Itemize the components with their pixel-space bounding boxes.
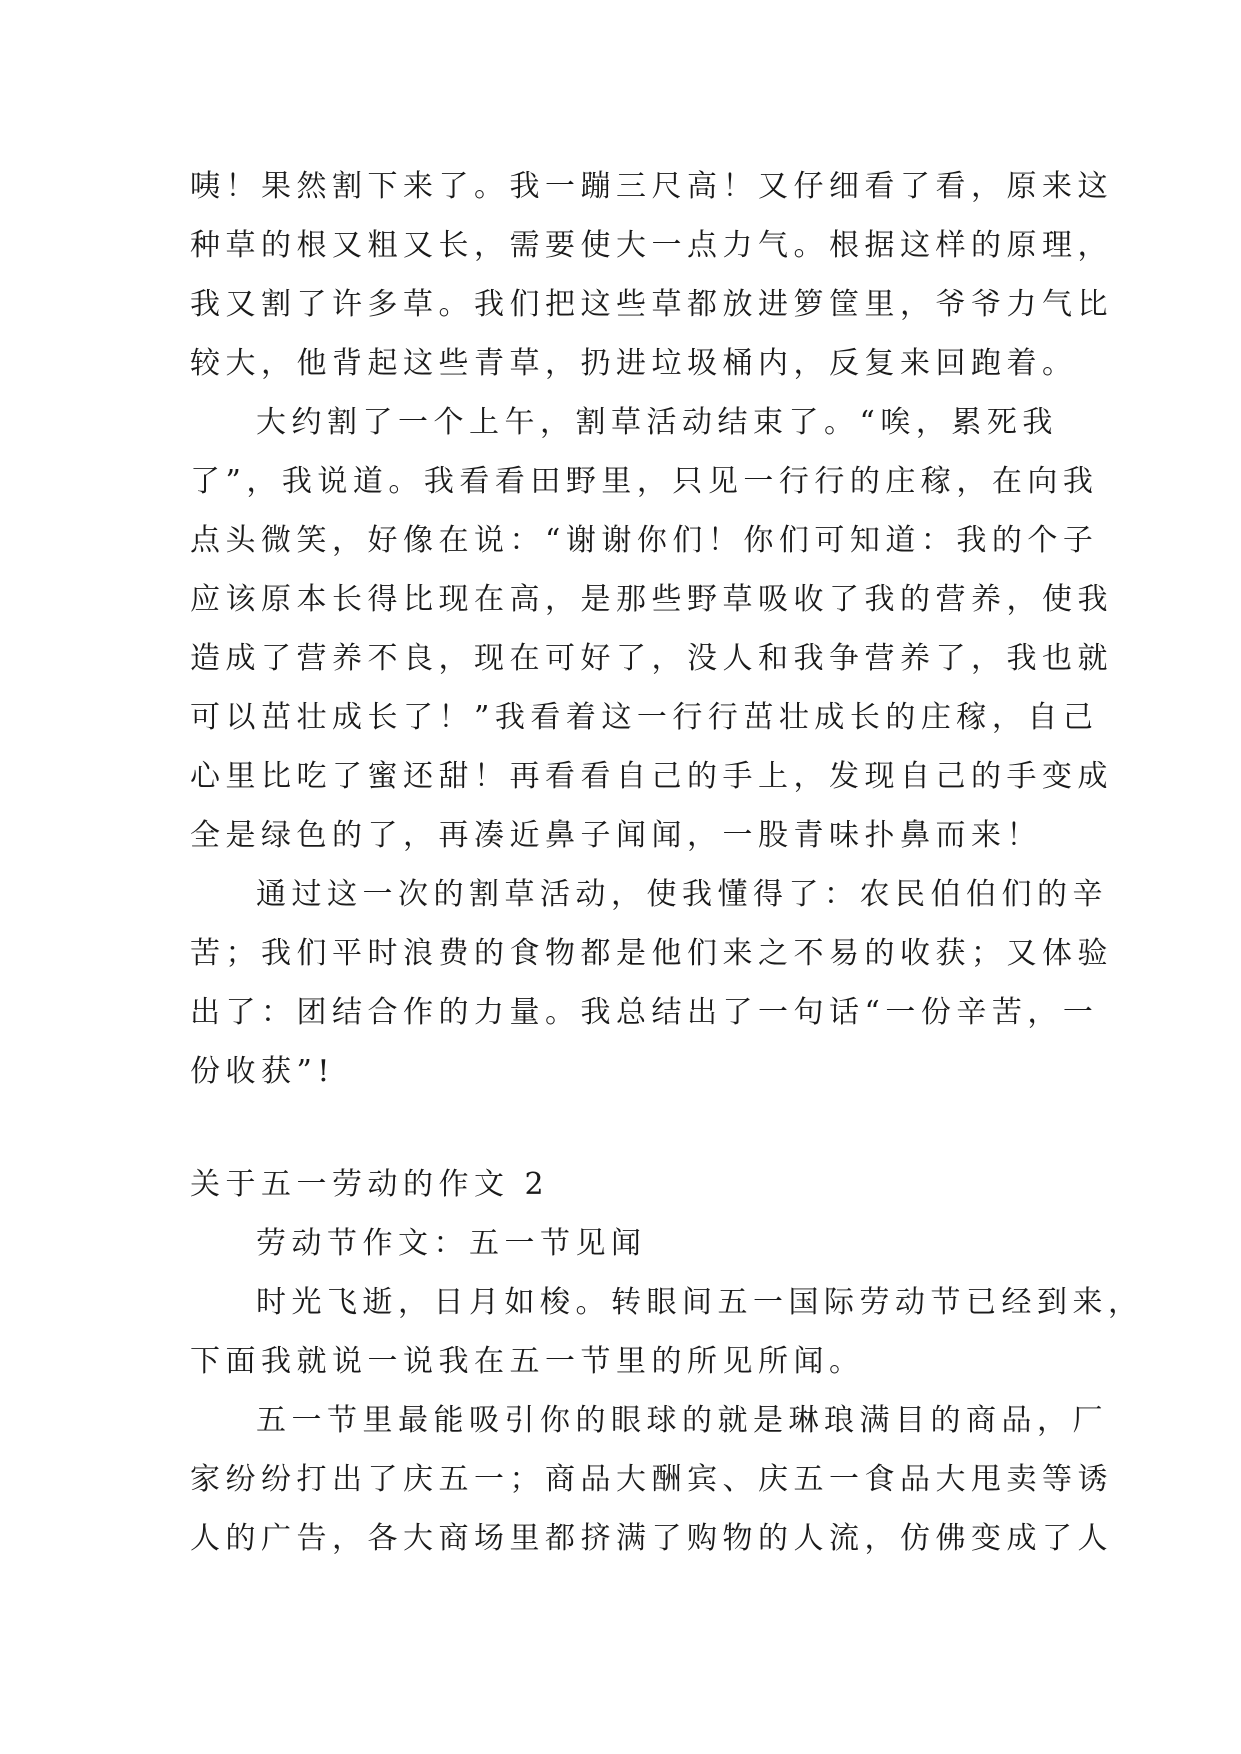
paragraph-4 bbox=[190, 1273, 1144, 1391]
paragraph-line: 全是绿色的了，再凑近鼻子闻闻，一股青味扑鼻而来！ bbox=[190, 818, 1042, 853]
paragraph-line: 出了：团结合作的力量。我总结出了一句话“一份辛苦，一 bbox=[190, 995, 1099, 1030]
paragraph-line: 点头微笑，好像在说：“谢谢你们！你们可知道：我的个子 bbox=[190, 523, 1099, 558]
heading-text: 关于五一劳动的作文 2 bbox=[190, 1167, 550, 1202]
paragraph-line: 了”，我说道。我看看田野里，只见一行行的庄稼，在向我 bbox=[190, 464, 1099, 499]
paragraph-line: 种草的根又粗又长，需要使大一点力气。根据这样的原理， bbox=[190, 228, 1113, 263]
paragraph-line: 可以茁壮成长了！”我看着这一行行茁壮成长的庄稼，自己 bbox=[190, 700, 1099, 735]
paragraph-line: 大约割了一个上午，割草活动结束了。“唉，累死我 bbox=[256, 405, 1058, 440]
paragraph-1 bbox=[190, 157, 1113, 393]
essay-heading bbox=[190, 1155, 1050, 1214]
paragraph-line: 时光飞逝，日月如梭。转眼间五一国际劳动节已经到来， bbox=[256, 1285, 1144, 1320]
paragraph-5 bbox=[190, 1391, 1113, 1568]
paragraph-line: 份收获”! bbox=[190, 1054, 335, 1089]
paragraph-line: 通过这一次的割草活动，使我懂得了：农民伯伯们的辛 bbox=[256, 877, 1108, 912]
paragraph-line: 咦！果然割下来了。我一蹦三尺高！又仔细看了看，原来这 bbox=[190, 169, 1113, 204]
paragraph-line: 较大，他背起这些青草，扔进垃圾桶内，反复来回跑着。 bbox=[190, 346, 1078, 381]
paragraph-2 bbox=[190, 393, 1113, 865]
paragraph-line: 我又割了许多草。我们把这些草都放进箩筐里，爷爷力气比 bbox=[190, 287, 1113, 322]
essay-subtitle bbox=[190, 1214, 1050, 1273]
paragraph-line: 苦；我们平时浪费的食物都是他们来之不易的收获；又体验 bbox=[190, 936, 1113, 971]
paragraph-line: 五一节里最能吸引你的眼球的就是琳琅满目的商品，厂 bbox=[256, 1403, 1108, 1438]
paragraph-3 bbox=[190, 865, 1113, 1101]
subtitle-text: 劳动节作文：五一节见闻 bbox=[256, 1226, 647, 1261]
paragraph-line: 心里比吃了蜜还甜！再看看自己的手上，发现自己的手变成 bbox=[190, 759, 1113, 794]
paragraph-line: 人的广告，各大商场里都挤满了购物的人流，仿佛变成了人 bbox=[190, 1521, 1113, 1556]
paragraph-line: 造成了营养不良，现在可好了，没人和我争营养了，我也就 bbox=[190, 641, 1113, 676]
paragraph-line: 家纷纷打出了庆五一；商品大酬宾、庆五一食品大甩卖等诱 bbox=[190, 1462, 1113, 1497]
paragraph-line: 下面我就说一说我在五一节里的所见所闻。 bbox=[190, 1344, 865, 1379]
paragraph-line: 应该原本长得比现在高，是那些野草吸收了我的营养，使我 bbox=[190, 582, 1113, 617]
